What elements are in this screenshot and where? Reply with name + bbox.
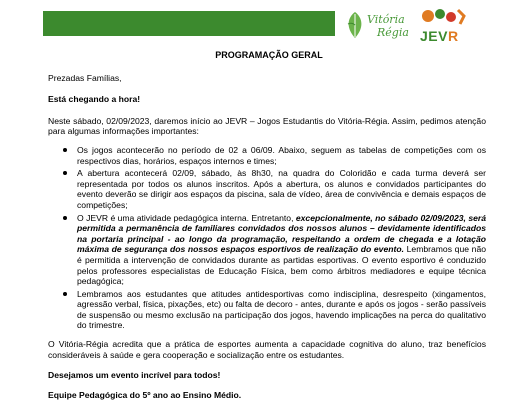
header-green-bar — [43, 11, 335, 36]
logo-vr-line2: Régia — [377, 26, 409, 39]
list-item — [77, 213, 486, 287]
greeting: Prezadas Famílias, — [48, 72, 122, 83]
leaf-icon — [344, 10, 366, 40]
list-item-text: O JEVR é uma atividade pedagógica interna. Entretanto, — [77, 212, 296, 223]
signature: Equipe Pedagógica do 5º ano ao Ensino Médio. — [48, 389, 242, 400]
info-list — [48, 145, 486, 331]
vitoria-regia-logo — [344, 8, 410, 48]
logo-jevr-text: JEVR — [420, 28, 459, 44]
jevr-logo — [418, 6, 474, 46]
intro-paragraph: Neste sábado, 02/09/2023, daremos início ao JEVR – Jogos Estudantis do Vitória-Régia. Assim, pedimos atenção para algumas informações importantes: — [48, 115, 486, 137]
logo-jevr-accent-letter: R — [447, 28, 459, 44]
closing-paragraph: O Vitória-Régia acredita que a prática de esportes aumenta a capacidade cognitiva do aluno, traz benefícios consideráveis à saúde e gera cooperação e socialização entre os estudantes. — [48, 339, 486, 360]
list-item: Lembramos aos estudantes que atitudes antidesportivas como indisciplina, desrespeito (xingamentos, agressão verbal, física, pixações, etc) ou falta de decoro - antes, durante e após os jogos - serão passíveis de suspensão ou mesmo exclusão na participação dos jogos, havendo implicações na perca do qualitativo do trimestre. — [77, 288, 486, 331]
page-title: PROGRAMAÇÃO GERAL — [215, 50, 323, 60]
list-item: Os jogos acontecerão no período de 02 a 06/09. Abaixo, seguem as tabelas de competições com os respectivos dias, horários, espaços internos e times; — [77, 144, 486, 166]
document-body — [48, 50, 486, 400]
wish-line: Desejamos um evento incrível para todos! — [48, 370, 221, 381]
list-item-text: Lembramos que não é permitida a intervenção de convidados durante as partidas esportivas. O evento esportivo é conduzido pelos professores especialistas de Educação Física, bem como árbitros mediadores e equipe técnica pedagógica; — [77, 244, 486, 287]
heading: Está chegando a hora! — [48, 94, 141, 105]
emphasized-notice: excepcionalmente, no sábado 02/09/2023, será permitida a permanência de familiares convidados dos nossos alunos – devidamente identificados na portaria principal - ao longo da programação, respeitando a ordem de chegada e a lotação máxima de segurança dos nossos espaços esportivos de realização do evento. — [77, 212, 487, 255]
logo-vr-line1: Vitória — [367, 13, 405, 26]
list-item: A abertura acontecerá 02/09, sábado, às 8h30, na quadra do Coloridão e cada turma deverá ser representada por todos os alunos inscritos. Após a abertura, os alunos e convidados participantes do evento deverão se dirigir aos espaços da piscina, sala de vídeo, área de convivência e demais espaços de competições; — [77, 168, 486, 210]
runner-emblem-icon — [418, 6, 474, 30]
